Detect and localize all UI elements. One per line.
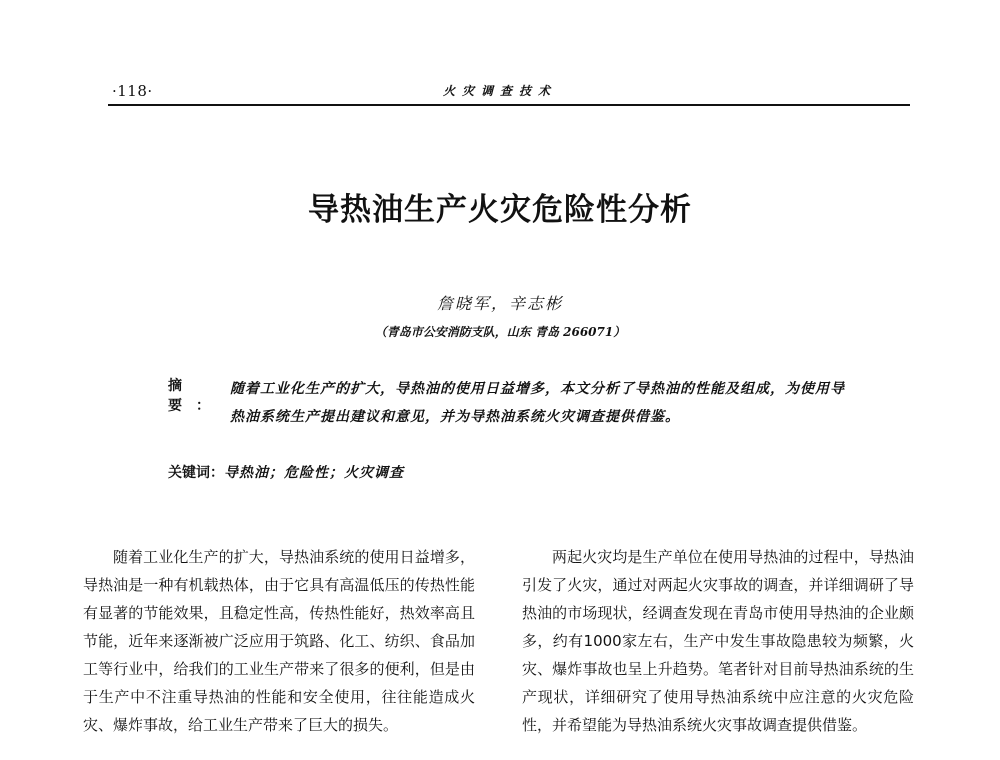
journal-name: 火灾调查技术 <box>442 84 557 98</box>
body-paragraph-right: 两起火灾均是生产单位在使用导热油的过程中，导热油引发了火灾，通过对两起火灾事故的调查，并详细调研了导热油的市场现状，经调查发现在青岛市使用导热油的企业颇多，约有1000家左右，生产中发生事故隐患较为频繁，火灾、爆炸事故也呈上升趋势。笔者针对目前导热油系统的生产现状，详细研究了使用导热油系统中应注意的火灾危险性，并希望能为导热油系统火灾事故调查提供借鉴。 <box>522 548 914 734</box>
affiliation: （青岛市公安消防支队，山东 青岛 266071） <box>374 325 626 339</box>
article-title: 导热油生产火灾危险性分析 <box>308 192 692 228</box>
body-paragraph-left: 随着工业化生产的扩大，导热油系统的使用日益增多，导热油是一种有机载热体，由于它具有高温低压的传热性能有显著的节能效果，且稳定性高，传热性能好，热效率高且节能，近年来逐渐被广泛应用于筑路、化工、纺织、食品加工等行业中，给我们的工业生产带来了很多的便利，但是由于生产中不注重导热油的性能和安全使用，往往能造成火灾、爆炸事故，给工业生产带来了巨大的损失。 <box>83 548 475 734</box>
authors: 詹晓军，辛志彬 <box>436 294 563 313</box>
abstract-text: 随着工业化生产的扩大，导热油的使用日益增多，本文分析了导热油的性能及组成，为使用导热油系统生产提出建议和意见，并为导热油系统火灾调查提供借鉴。 <box>230 381 845 425</box>
abstract-label: 摘要： <box>168 378 224 414</box>
body-left-column <box>83 543 475 739</box>
keywords-text: 导热油；危险性；火灾调查 <box>224 465 404 481</box>
keywords <box>168 462 404 482</box>
header-rule <box>108 104 910 106</box>
abstract <box>168 375 858 431</box>
page-number: ·118· <box>112 82 153 100</box>
keywords-label: 关键词： <box>168 465 224 481</box>
body-right-column <box>522 543 914 739</box>
